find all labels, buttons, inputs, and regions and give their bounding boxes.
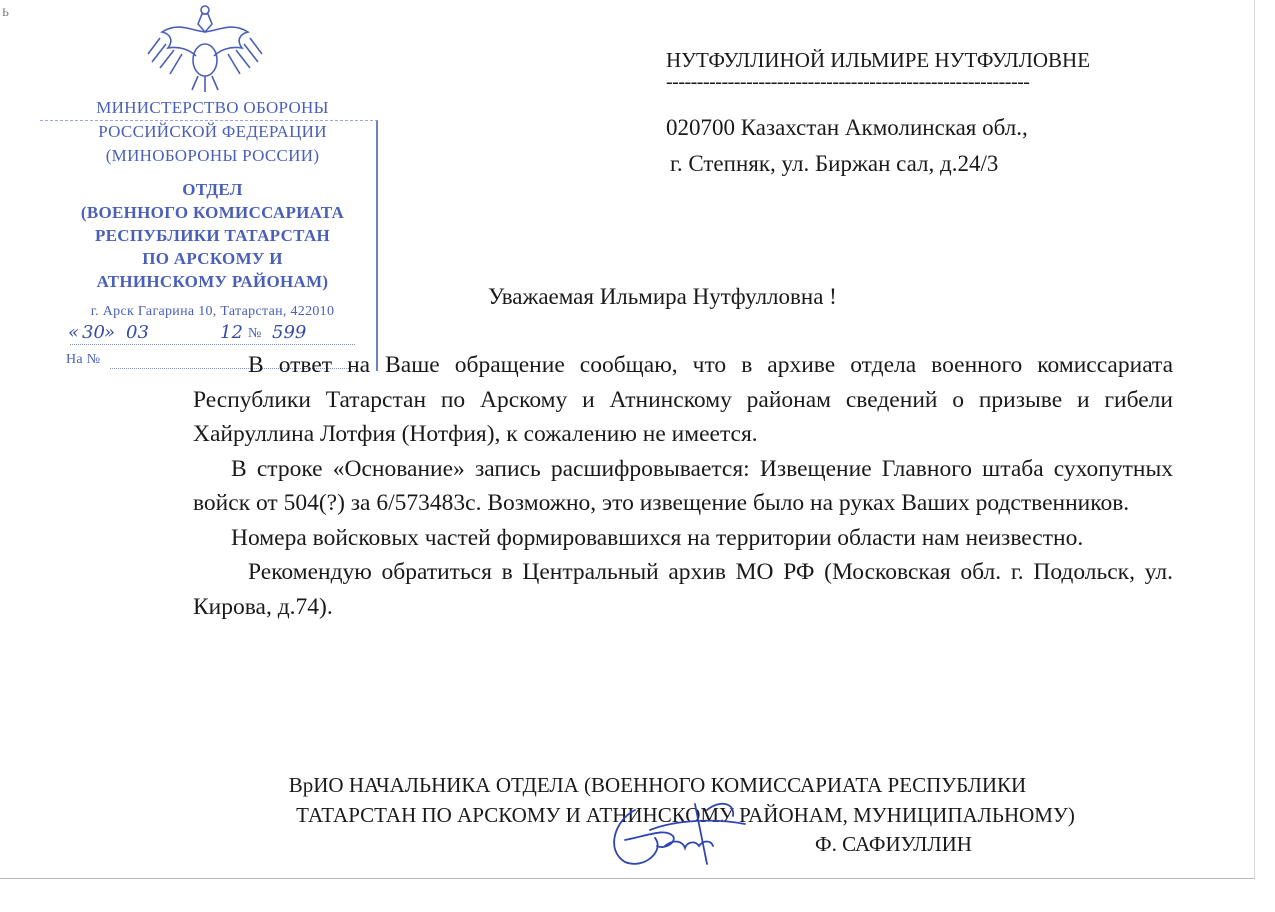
- ministry-stamp: [40, 0, 385, 380]
- corner-mark: Ь: [2, 5, 9, 19]
- stamp-date-close-quote: »: [104, 322, 116, 343]
- stamp-line-commissariat: (ВОЕННОГО КОМИССАРИАТА: [80, 203, 345, 222]
- stamp-line-republic: РЕСПУБЛИКИ ТАТАРСТАН: [94, 226, 331, 245]
- stamp-line-minoborony: (МИНОБОРОНЫ РОССИИ): [105, 146, 320, 165]
- greeting: Уважаемая Ильмира Нутфулловна !: [488, 284, 837, 309]
- stamp-date-year: 12: [220, 322, 243, 343]
- recipient-address-line2: г. Степняк, ул. Биржан сал, д.24/3: [670, 151, 999, 176]
- signature-title-line2: ТАТАРСТАН ПО АРСКОМУ И АТНИНСКОМУ РАЙОНАМ, МУНИЦИПАЛЬНОМУ): [296, 803, 1075, 827]
- recipient-name: НУТФУЛЛИНОЙ ИЛЬМИРЕ НУТФУЛЛОВНЕ: [666, 48, 1091, 72]
- body-paragraph-3: Номера войсковых частей формировавшихся на территории области нам неизвестно.: [231, 524, 1084, 551]
- stamp-date-underline: [70, 344, 355, 345]
- double-headed-eagle-emblem: [140, 2, 270, 94]
- stamp-na-label: На №: [66, 352, 101, 367]
- signature-title-line1: ВрИО НАЧАЛЬНИКА ОТДЕЛА (ВОЕННОГО КОМИССАРИАТА РЕСПУБЛИКИ: [288, 773, 1027, 797]
- body-paragraph-2: В строке «Основание» запись расшифровывается: Извещение Главного штаба сухопутных войск от 504(?) за 6/573483с. Возможно, это извещение было на руках Ваших родственников.: [193, 455, 1173, 516]
- body-paragraph-4: Рекомендую обратиться в Центральный архив МО РФ (Московская обл. г. Подольск, ул. Кирова, д.74).: [193, 559, 1173, 620]
- recipient-separator: -----------------------------------------------------------: [666, 71, 1030, 93]
- stamp-line-address: г. Арск Гагарина 10, Татарстан, 422010: [90, 304, 335, 319]
- body-paragraph-1: В ответ на Ваше обращение сообщаю, что в архиве отдела военного комиссариата Республики Татарстан по Арскому и Атнинскому районам сведений о призыве и гибели Хайруллина Лотфия (Нотфия), к сожалению не имеется.: [193, 352, 1173, 447]
- stamp-number-prefix: №: [248, 326, 262, 341]
- page-right-edge: [1254, 0, 1255, 878]
- stamp-line-atninsk: АТНИНСКОМУ РАЙОНАМ): [96, 272, 329, 291]
- signatory-name: Ф. САФИУЛЛИН: [815, 832, 972, 856]
- stamp-line-arsk: ПО АРСКОМУ И: [142, 249, 283, 268]
- stamp-number: 599: [272, 322, 307, 343]
- handwritten-signature: [595, 780, 755, 875]
- letter-body: [193, 348, 1173, 624]
- stamp-date-month: 03: [126, 322, 149, 343]
- stamp-date-open-quote: «: [68, 322, 80, 343]
- page-bottom-edge: [0, 878, 1255, 879]
- recipient-address-line1: 020700 Казахстан Акмолинская обл.,: [666, 115, 1028, 140]
- stamp-date-day: 30: [82, 322, 105, 343]
- stamp-line-federation: РОССИЙСКОЙ ФЕДЕРАЦИИ: [98, 122, 327, 141]
- stamp-line-ministry: МИНИСТЕРСТВО ОБОРОНЫ: [96, 98, 329, 117]
- stamp-line-otdel: ОТДЕЛ: [182, 180, 243, 199]
